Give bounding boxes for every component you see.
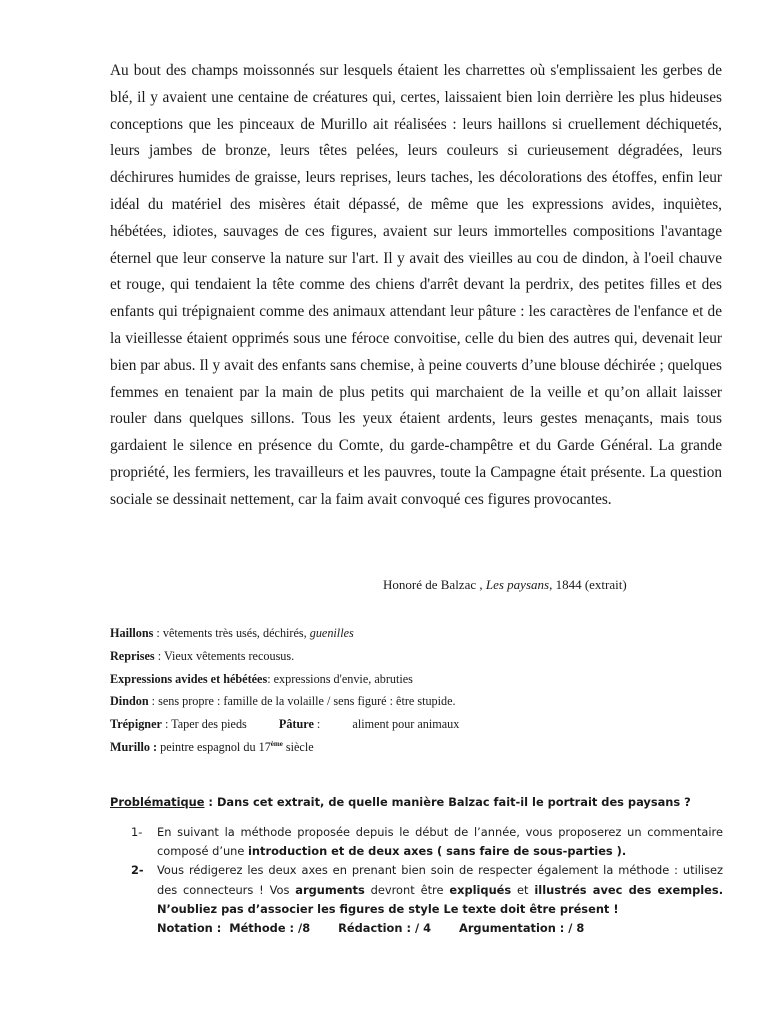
instruction-item-2: 2- Vous rédigerez les deux axes en prenant bien soin de respecter également la méthode : utilisez des connecteurs ! Vos arguments devront être expliqués et illustrés avec des exemples. N’oubliez pas d’associer les figures de style Le texte doit être présent ! [131, 863, 724, 916]
glossary [110, 622, 710, 759]
balzac-excerpt: Au bout des champs moissonnés sur lesquels étaient les charrettes où s'emplissaient les gerbes de blé, il y avaient une centaine de créatures qui, certes, laissaient bien loin derrière les plus hideuses conceptions que les pinceaux de Murillo ait réalisées : leurs haillons si cruellement déchiquetés, leurs jambes de bronze, leurs têtes pelées, leurs couleurs si curieusement dégradées, leurs déchirures humides de graisse, leurs reprises, leurs taches, les décolorations des étoffes, enfin leur idéal du matériel des misères était dépassé, de même que les expressions avides, inquiètes, hébétées, idiotes, sauvages de ces figures, avaient sur leurs immortelles compositions l'avantage éternel que leur conserve la nature sur l'art. Il y avait des vieilles au cou de dindon, à l'oeil chauve et rouge, qui tendaient la tête comme des chiens d'arrêt devant la perdrix, des petites filles et des enfants qui trépignaient comme des animaux attendant leur pâture : les caractères de l'enfance et de la vieillesse étaient opprimés sous une féroce convoitise, celle du bien des autres qui, devenait leur bien par abus. Il y avait des enfants sans chemise, à peine couverts d’une blouse déchirée ; quelques femmes en tenaient par la main de plus petits qui marchaient de la veille et qu’on allait laisser rouler dans quelques sillons. Tous les yeux étaient ardents, leurs gestes menaçants, mais tous gardaient le silence en présence du Comte, du garde-champêtre et du Garde Général. La grande propriété, les fermiers, les travailleurs et les pauvres, toute la Campagne était présente. La question sociale se dessinait nettement, car la faim avait convoqué ces figures provocantes. [110, 62, 722, 508]
glossary-entry-trepigner-pature: Trépigner : Taper des pieds Pâture : aliment pour animaux [110, 717, 460, 732]
citation-year: , 1844 (extrait) [549, 577, 627, 592]
problematique-question: Dans cet extrait, de quelle manière Balzac fait-il le portrait des paysans ? [213, 795, 691, 809]
glossary-entry-haillons: Haillons : vêtements très usés, déchirés, guenilles [110, 626, 354, 640]
problematique-label: Problématique [110, 795, 205, 809]
glossary-entry-reprises: Reprises : Vieux vêtements recousus. [110, 648, 295, 663]
instruction-item-1: 1- En suivant la méthode proposée depuis le début de l’année, vous proposerez un commentaire composé d’une introduction et de deux axes ( sans faire de sous-parties ). [131, 825, 723, 859]
notation-line: Notation : Méthode : /8 Rédaction : / 4 Argumentation : / 8 [157, 921, 585, 936]
citation-work: Les paysans [485, 577, 550, 592]
citation [383, 577, 627, 593]
glossary-entry-dindon: Dindon : sens propre : famille de la volaille / sens figuré : être stupide. [110, 694, 456, 709]
glossary-entry-expressions: Expressions avides et hébétées: expressions d'envie, abruties [110, 671, 413, 686]
problematique: Problématique : Dans cet extrait, de quelle manière Balzac fait-il le portrait des paysans ? [110, 795, 691, 809]
instructions-list [131, 823, 723, 938]
glossary-entry-murillo: Murillo : peintre espagnol du 17ème siècle [110, 739, 314, 754]
citation-author: Honoré de Balzac , [383, 577, 483, 592]
